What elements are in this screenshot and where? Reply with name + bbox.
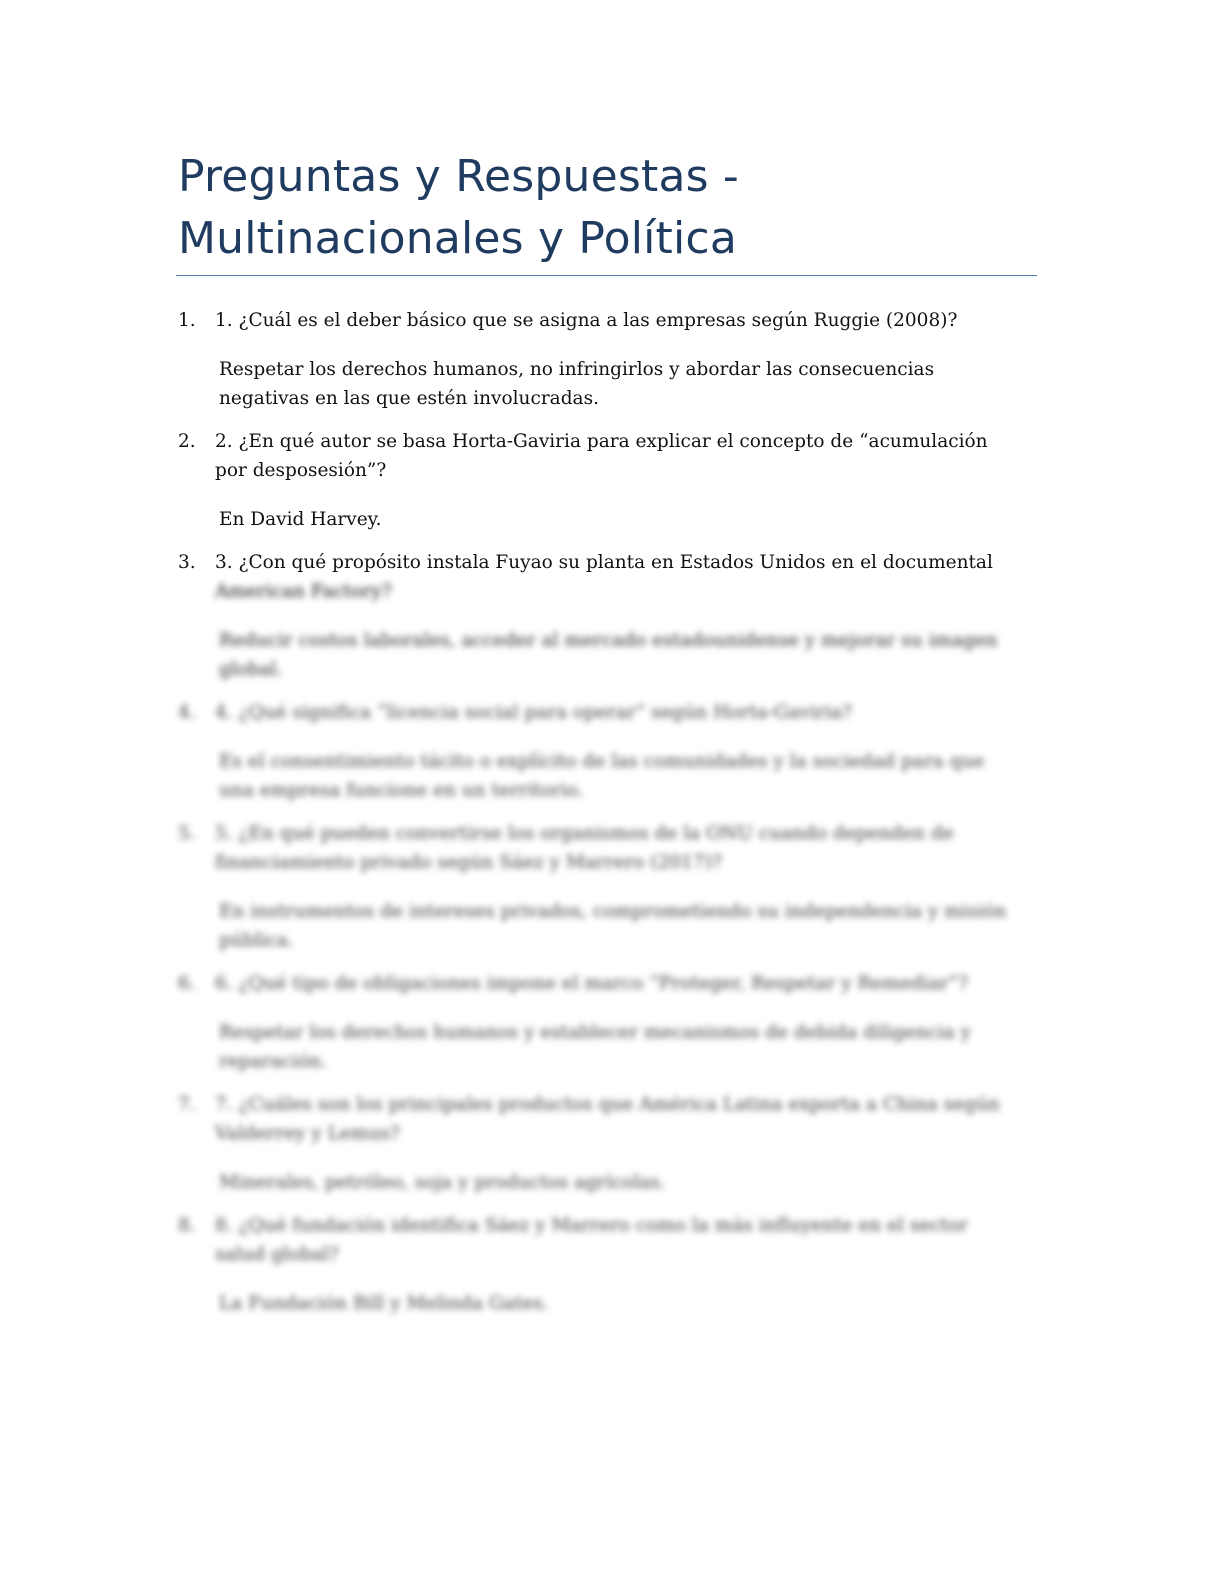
qa-item-2	[178, 427, 1023, 534]
answer-text: Minerales, petróleo, soja y productos agrícolas.	[219, 1172, 666, 1193]
answer-text: Respetar los derechos humanos y establecer mecanismos de debida diligencia y reparación.	[219, 1022, 972, 1072]
qa-item-8	[178, 1211, 1023, 1318]
item-number: 4.	[178, 702, 196, 723]
item-number: 7.	[178, 1094, 196, 1115]
answer-text: Reducir costos laborales, acceder al mercado estadounidense y mejorar su imagen global.	[219, 630, 998, 680]
item-number: 1.	[178, 310, 196, 331]
title-underline	[176, 275, 1037, 276]
question-text: 6. ¿Qué tipo de obligaciones impone el marco “Proteger, Respetar y Remediar”?	[215, 973, 968, 994]
qa-item-5	[178, 819, 1023, 955]
answer-text: Es el consentimiento tácito o explícito de las comunidades y la sociedad para que una empresa funcione en un territorio.	[219, 751, 985, 801]
qa-list	[178, 306, 1023, 1332]
answer-text: En David Harvey.	[219, 509, 382, 530]
qa-item-4	[178, 698, 1023, 805]
item-number: 2.	[178, 431, 196, 452]
question-text-continued: American Factory?	[215, 581, 392, 602]
document-title: Preguntas y Respuestas - Multinacionales y Política	[178, 151, 740, 264]
answer-text: La Fundación Bill y Melinda Gates.	[219, 1293, 549, 1314]
item-number: 8.	[178, 1215, 196, 1236]
question-text: 7. ¿Cuáles son los principales productos que América Latina exporta a China según Valderrey y Lemus?	[215, 1094, 1000, 1144]
question-text: 1. ¿Cuál es el deber básico que se asigna a las empresas según Ruggie (2008)?	[215, 310, 958, 331]
answer-text: Respetar los derechos humanos, no infringirlos y abordar las consecuencias negativas en las que estén involucradas.	[219, 359, 935, 409]
qa-item-7	[178, 1090, 1023, 1197]
qa-item-1	[178, 306, 1023, 413]
question-text: 8. ¿Qué fundación identifica Sáez y Marrero como la más influyente en el sector salud global?	[215, 1215, 968, 1265]
qa-item-3	[178, 548, 1023, 684]
question-text: 5. ¿En qué pueden convertirse los organismos de la ONU cuando dependen de financiamiento privado según Sáez y Marrero (2017)?	[215, 823, 954, 873]
question-text: 3. ¿Con qué propósito instala Fuyao su planta en Estados Unidos en el documental	[215, 552, 993, 573]
item-number: 5.	[178, 823, 196, 844]
item-number: 6.	[178, 973, 196, 994]
item-number: 3.	[178, 552, 196, 573]
question-text: 2. ¿En qué autor se basa Horta-Gaviria para explicar el concepto de “acumulación por desposesión”?	[215, 431, 988, 481]
answer-text: En instrumentos de intereses privados, comprometiendo su independencia y misión pública.	[219, 901, 1007, 951]
qa-item-6	[178, 969, 1023, 1076]
question-text: 4. ¿Qué significa “licencia social para operar” según Horta-Gaviria?	[215, 702, 852, 723]
